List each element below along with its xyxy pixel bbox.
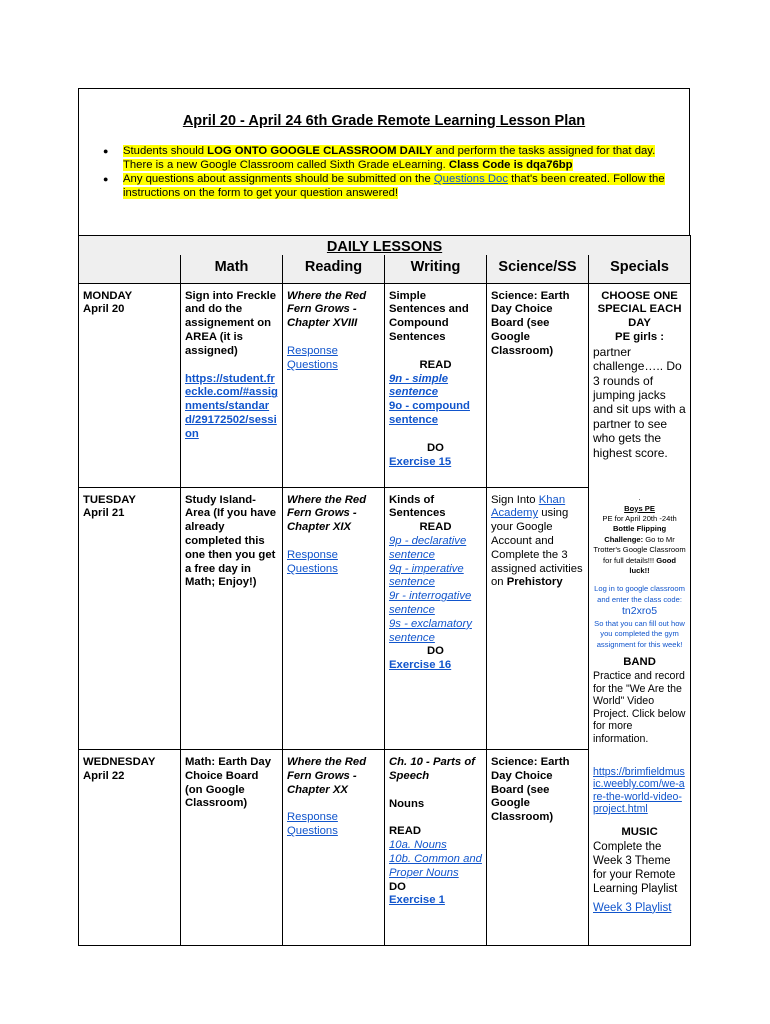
math-cell: Sign into Freckle and do the assignement on AREA (it is assigned) https://student.freckle.com/#assignments/standard/29172502/session — [181, 283, 283, 487]
specials-cell: . Boys PE PE for April 20th -24th Bottle Flipping Challenge: Go to Mr Trotter's Google Classroom for full details!!! Good luck!! Log in to google classroom and enter the class code: tn2xro5 So that you can fill out how you completed the gym assignment for this week! BAND Practice and record for the "We Are the World" Video Project. Click below for more information. — [589, 487, 691, 749]
daily-lessons-table — [78, 235, 691, 946]
instruction-item: ● Students should LOG ONTO GOOGLE CLASSROOM DAILY and perform the tasks assigned for that day. There is a new Google Classroom called Sixth Grade eLearning. Class Code is dqa76bp — [103, 144, 681, 172]
lesson-plan-page — [78, 88, 690, 949]
specials-cell: CHOOSE ONE SPECIAL EACH DAY PE girls : partner challenge….. Do 3 rounds of jumping jacks and sit ups with a partner to see who gets the highest score. — [589, 283, 691, 487]
header-box — [78, 88, 690, 236]
class-code: Class Code is dqa76bp — [448, 159, 573, 171]
questions-doc-link[interactable]: Questions Doc — [433, 173, 508, 185]
day-cell: MONDAY April 20 — [79, 283, 181, 487]
lesson-link[interactable]: 9o - compound sentence — [389, 400, 470, 426]
instructions-list — [103, 144, 681, 200]
lesson-link[interactable]: 9r - interrogative sentence — [389, 590, 472, 616]
exercise-link[interactable]: Exercise 15 — [389, 455, 452, 468]
reading-cell: Where the Red Fern Grows - Chapter XIX Response Questions — [283, 487, 385, 749]
writing-cell: Simple Sentences and Compound Sentences READ 9n - simple sentence 9o - compound sentence DO Exercise 15 — [385, 283, 487, 487]
instruction-item: ● Any questions about assignments should be submitted on the Questions Doc that's been created. Follow the instructions on the form to get your question answered! — [103, 172, 681, 200]
table-row-tuesday — [79, 487, 691, 749]
lesson-link[interactable]: 9s - exclamatory sentence — [389, 617, 472, 644]
lesson-link[interactable]: 10a. Nouns — [389, 839, 447, 852]
response-questions-link[interactable]: Response Questions — [287, 344, 338, 371]
writing-cell: Kinds of Sentences READ 9p - declarative sentence 9q - imperative sentence 9r - interrogative sentence 9s - exclamatory sentence DO Exercise 16 — [385, 487, 487, 749]
writing-cell: Ch. 10 - Parts of Speech Nouns READ 10a. Nouns 10b. Common and Proper Nouns DO Exercise 1 — [385, 750, 487, 946]
reading-cell: Where the Red Fern Grows - Chapter XVIII Response Questions — [283, 283, 385, 487]
exercise-link[interactable]: Exercise 16 — [389, 659, 452, 672]
science-cell: Science: Earth Day Choice Board (see Google Classroom) — [487, 750, 589, 946]
week-3-playlist-link[interactable]: Week 3 Playlist — [593, 901, 672, 914]
science-cell: Science: Earth Day Choice Board (see Google Classroom) — [487, 283, 589, 487]
math-cell: Study Island-Area (If you have already completed this one then you get a free day in Math; Enjoy!) — [181, 487, 283, 749]
column-header-reading: Reading — [283, 255, 385, 283]
table-row-monday — [79, 283, 691, 487]
science-cell: Sign Into Khan Academy using your Google Account and Complete the 3 assigned activities on Prehistory — [487, 487, 589, 749]
lesson-link[interactable]: 9q - imperative sentence — [389, 562, 464, 589]
response-questions-link[interactable]: Response Questions — [287, 811, 338, 838]
column-header-specials: Specials — [589, 255, 691, 283]
day-cell: WEDNESDAY April 22 — [79, 750, 181, 946]
column-header-math: Math — [181, 255, 283, 283]
column-header-science: Science/SS — [487, 255, 589, 283]
daily-lessons-title: DAILY LESSONS — [79, 236, 691, 255]
column-header-writing: Writing — [385, 255, 487, 283]
freckle-link[interactable]: https://student.freckle.com/#assignments/standard/29172502/session — [185, 372, 278, 440]
exercise-link[interactable]: Exercise 1 — [389, 894, 445, 907]
band-video-link[interactable]: https://brimfieldmusic.weebly.com/we-are-the-world-video-project.html — [593, 765, 685, 816]
page-title: April 20 - April 24 6th Grade Remote Learning Lesson Plan — [182, 113, 586, 129]
table-row-wednesday — [79, 750, 691, 946]
lesson-link[interactable]: 9n - simple sentence — [389, 372, 449, 399]
math-cell: Math: Earth Day Choice Board (on Google Classroom) — [181, 750, 283, 946]
specials-cell: https://brimfieldmusic.weebly.com/we-are-the-world-video-project.html MUSIC Complete the Week 3 Theme for your Remote Learning Playlist Week 3 Playlist — [589, 750, 691, 946]
lesson-link[interactable]: 9p - declarative sentence — [389, 534, 467, 561]
gym-class-code: tn2xro5 — [622, 605, 658, 618]
khan-academy-link[interactable]: Khan Academy — [491, 493, 566, 520]
column-header-blank — [79, 255, 181, 283]
reading-cell: Where the Red Fern Grows - Chapter XX Response Questions — [283, 750, 385, 946]
lesson-link[interactable]: 10b. Common and Proper Nouns — [389, 853, 482, 879]
response-questions-link[interactable]: Response Questions — [287, 548, 338, 575]
day-cell: TUESDAY April 21 — [79, 487, 181, 749]
